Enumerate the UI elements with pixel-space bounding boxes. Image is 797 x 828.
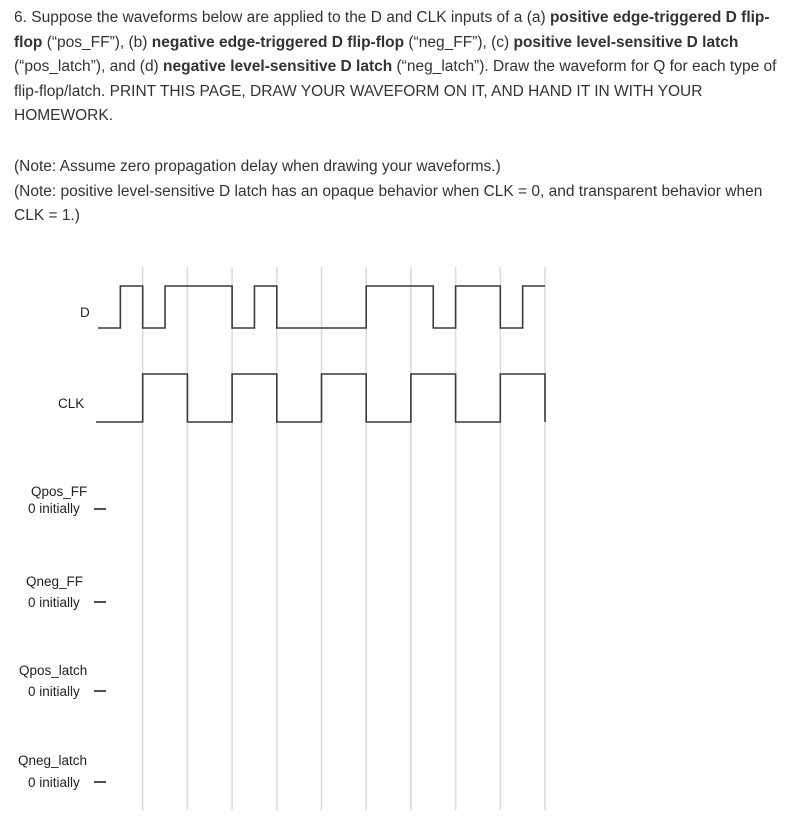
output-qpos-latch	[19, 663, 106, 699]
pos-ff-abbrev: (“pos_FF”), (b)	[46, 33, 148, 51]
clk-waveform	[96, 374, 545, 422]
note-propagation: (Note: Assume zero propagation delay when drawing your waveforms.)	[14, 158, 501, 175]
note-latch-behavior: (Note: positive level-sensitive D latch has an opaque behavior when CLK = 0, and transparent behavior when CLK = 1.)	[14, 182, 763, 224]
output-qpos-ff	[28, 484, 106, 516]
qneg-latch-label: Qneg_latch	[18, 753, 88, 768]
output-qneg-latch	[18, 753, 106, 790]
problem-number: 6.	[14, 9, 27, 26]
problem-intro: Suppose the waveforms below are applied to the D and CLK inputs of a (a)	[31, 9, 546, 26]
d-label: D	[80, 305, 90, 320]
qpos-ff-label: Qpos_FF	[31, 484, 88, 499]
neg-ff-abbrev: (“neg_FF”), (c)	[408, 33, 510, 51]
grid-lines	[143, 267, 545, 810]
qneg-ff-label: Qneg_FF	[26, 574, 84, 589]
problem-instruction: Draw the waveform for Q for each type of flip-flop/latch. PRINT THIS PAGE, DRAW YOUR WAVEFORM ON IT, AND HAND IT IN WITH YOUR HOMEWORK.	[14, 58, 777, 124]
qpos-latch-label: Qpos_latch	[19, 663, 88, 678]
clk-label: CLK	[58, 396, 85, 411]
notes	[14, 155, 786, 229]
qneg-latch-initial: 0 initially	[28, 775, 80, 790]
output-qneg-ff	[26, 574, 106, 610]
neg-ff-term: negative edge-triggered D flip-flop	[151, 33, 405, 51]
pos-ff-term: positive edge-triggered D flip-flop	[14, 9, 770, 51]
qneg-ff-initial: 0 initially	[28, 595, 80, 610]
neg-latch-term: negative level-sensitive D latch	[163, 58, 393, 75]
pos-latch-abbrev: (“pos_latch”), and (d)	[14, 58, 159, 75]
qpos-ff-initial: 0 initially	[28, 501, 80, 516]
qpos-latch-initial: 0 initially	[28, 684, 80, 699]
problem-statement	[14, 6, 786, 129]
pos-latch-term: positive level-sensitive D latch	[513, 33, 739, 51]
neg-latch-abbrev: (“neg_latch”).	[396, 58, 489, 75]
timing-diagram	[0, 255, 797, 828]
